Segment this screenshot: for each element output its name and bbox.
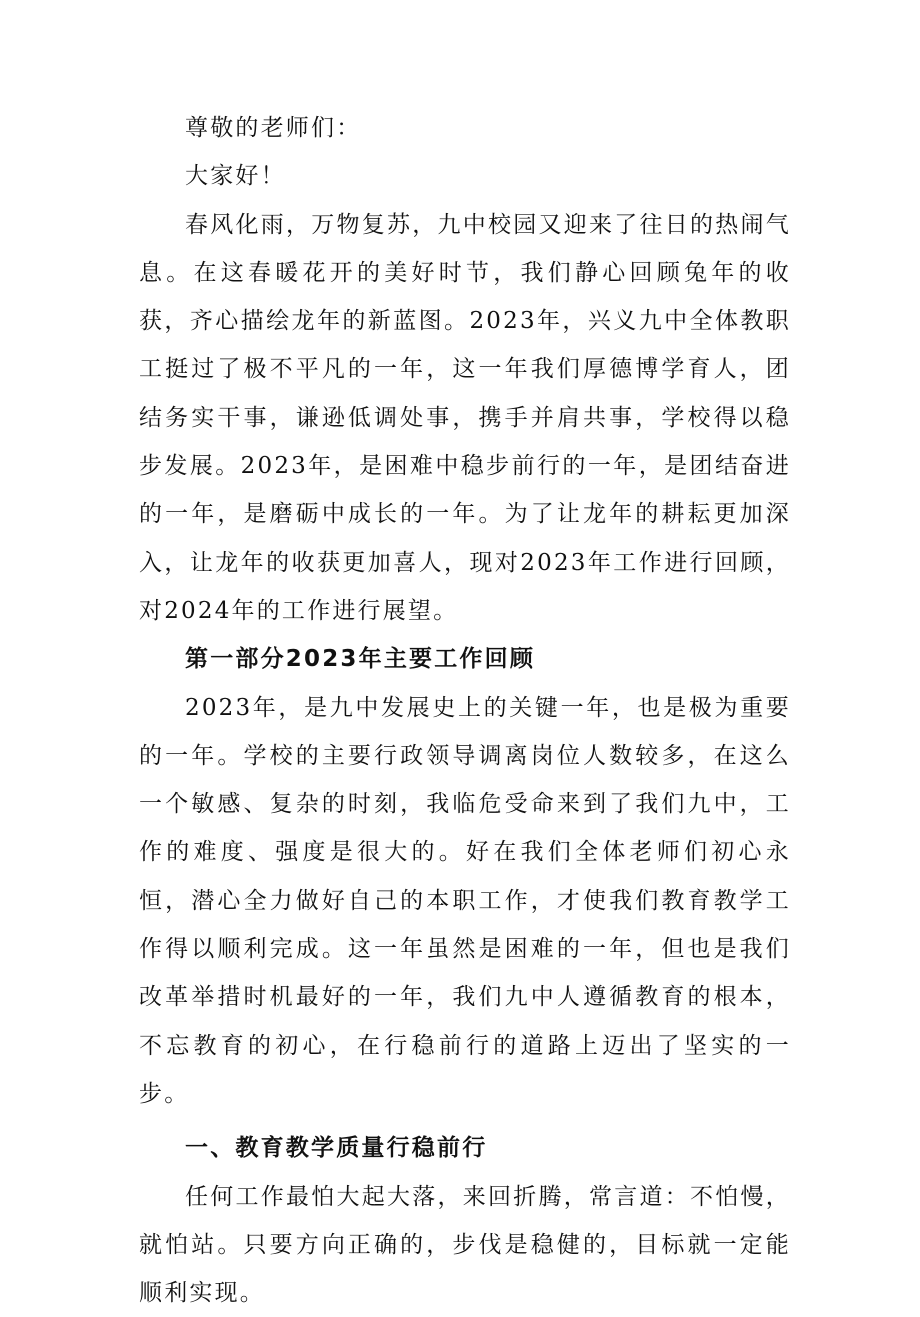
section-one-heading: 一、教育教学质量行稳前行 (185, 1135, 488, 1162)
document-body (139, 104, 791, 1317)
part-one-heading: 第一部分2023年主要工作回顾 (185, 646, 536, 673)
part-one-paragraph: 2023年，是九中发展史上的关键一年，也是极为重要的一年。学校的主要行政领导调离岗位人数较多，在这么一个敏感、复杂的时刻，我临危受命来到了我们九中，工作的难度、强度是很大的。好在我们全体老师们初心永恒，潜心全力做好自己的本职工作，才使我们教育教学工作得以顺利完成。这一年虽然是困难的一年，但也是我们改革举措时机最好的一年，我们九中人遵循教育的根本，不忘教育的初心，在行稳前行的道路上迈出了坚实的一步。 (139, 694, 791, 1107)
intro-paragraph: 春风化雨，万物复苏，九中校园又迎来了往日的热闹气息。在这春暖花开的美好时节，我们静心回顾兔年的收获，齐心描绘龙年的新蓝图。2023年，兴义九中全体教职工挺过了极不平凡的一年，这一年我们厚德博学育人，团结务实干事，谦逊低调处事，携手并肩共事，学校得以稳步发展。2023年，是困难中稳步前行的一年，是团结奋进的一年，是磨砺中成长的一年。为了让龙年的耕耘更加深入，让龙年的收获更加喜人，现对2023年工作进行回顾，对2024年的工作进行展望。 (139, 211, 791, 624)
section-one-paragraph: 任何工作最怕大起大落，来回折腾，常言道：不怕慢，就怕站。只要方向正确的，步伐是稳健的，目标就一定能顺利实现。 (139, 1183, 791, 1307)
greeting: 大家好！ (185, 163, 286, 190)
salutation: 尊敬的老师们： (185, 115, 362, 141)
